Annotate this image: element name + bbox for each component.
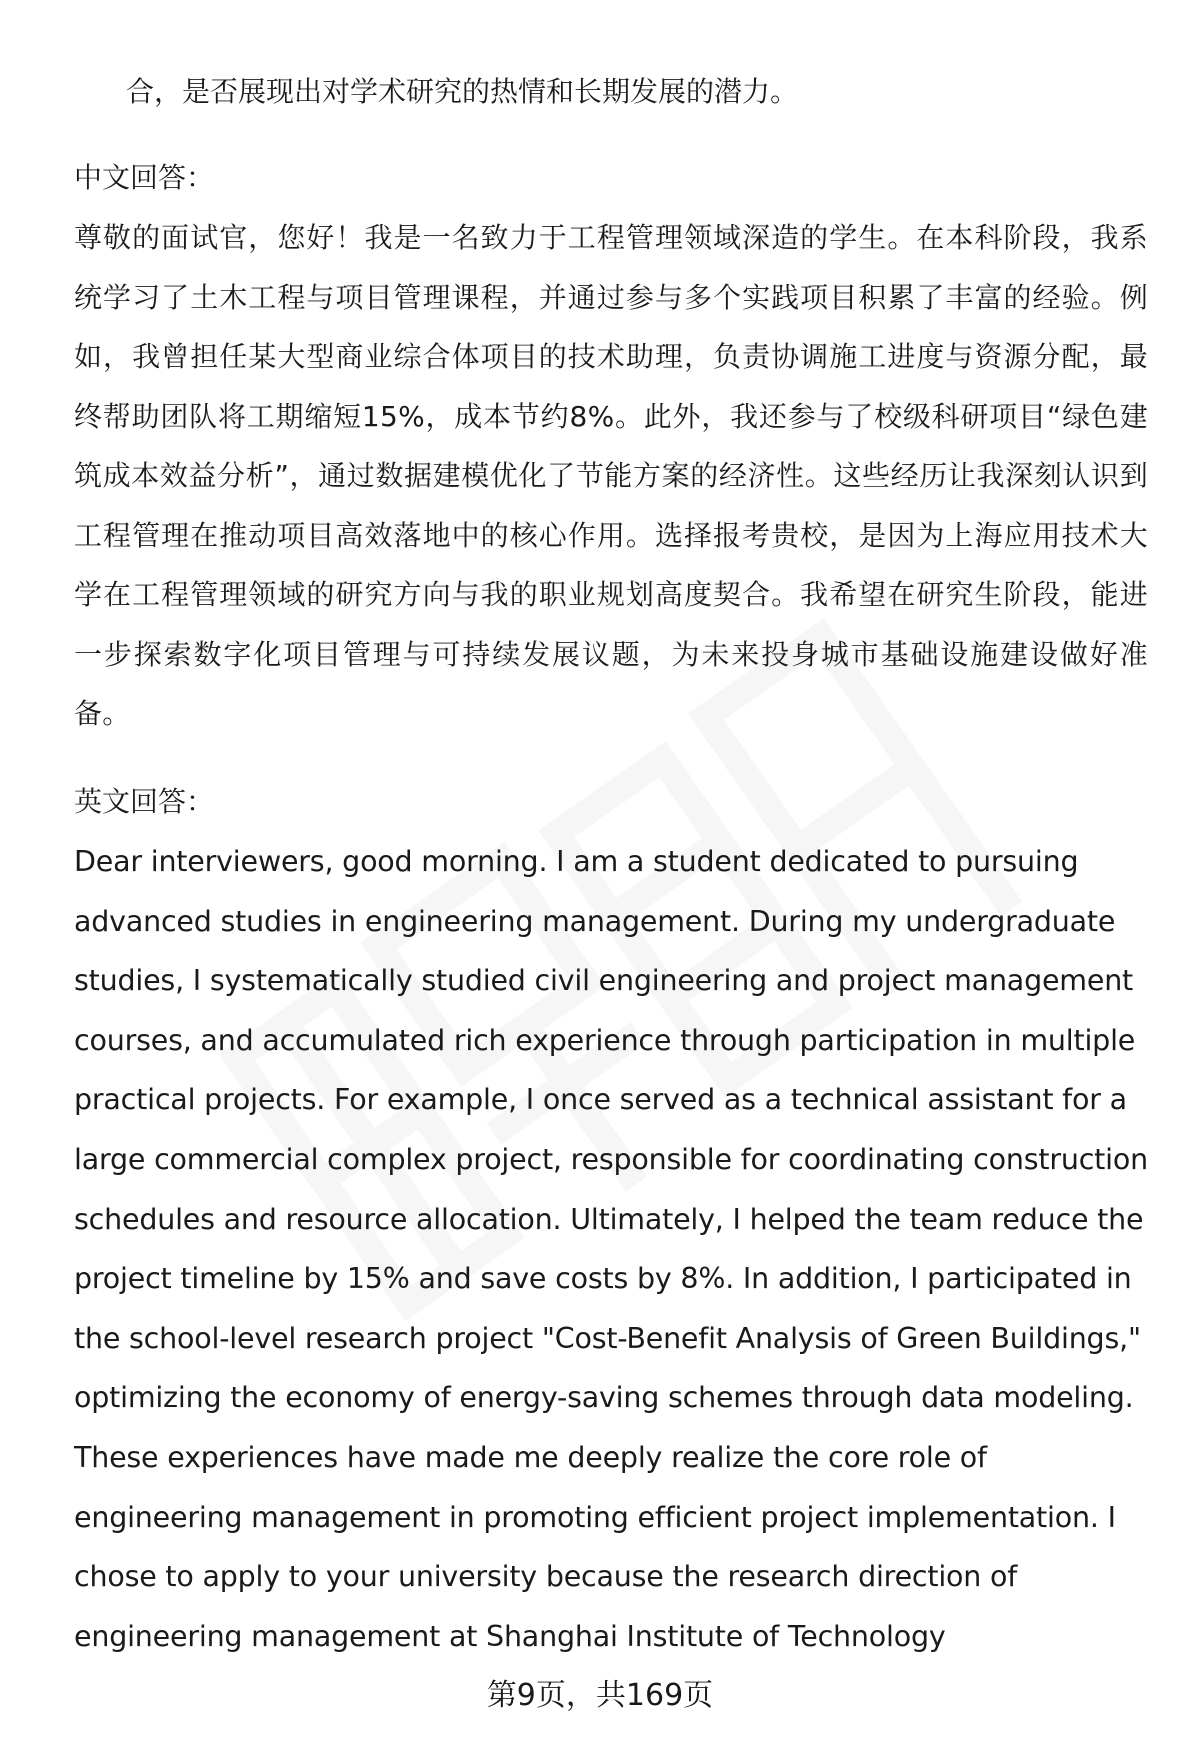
english-answer-heading: 英文回答： <box>74 785 215 818</box>
chinese-answer-heading: 中文回答： <box>74 161 215 194</box>
chinese-answer-text: 尊敬的面试官，您好！我是一名致力于工程管理领域深造的学生。在本科阶段，我系统学习了土木工程与项目管理课程，并通过参与多个实践项目积累了丰富的经验。例如，我曾担任某大型商业综合体项目的技术助理，负责协调施工进度与资源分配，最终帮助团队将工期缩短15%，成本节约8%。此外，我还参与了校级科研项目“绿色建筑成本效益分析”，通过数据建模优化了节能方案的经济性。这些经历让我深刻认识到工程管理在推动项目高效落地中的核心作用。选择报考贵校，是因为上海应用技术大学在工程管理领域的研究方向与我的职业规划高度契合。我希望在研究生阶段，能进一步探索数字化项目管理与可持续发展议题，为未来投身城市基础设施建设做好准备。 <box>74 221 1148 730</box>
page-number-footer: 第9页，共169页 <box>486 1678 714 1713</box>
english-answer-text: Dear interviewers, good morning. I am a student dedicated to pursuing advanced studies in engineering management. During my undergraduate studies, I systematically studied civil engineering and project management courses, and accumulated rich experience through participation in multiple practical projects. For example, I once served as a technical assistant for a large commercial complex project, responsible for coordinating construction schedules and resource allocation. Ultimately, I helped the team reduce the project timeline by 15% and save costs by 8%. In addition, I participated in the school-level research project "Cost-Benefit Analysis of Green Buildings," optimizing the economy of energy-saving schemes through data modeling. These experiences have made me deeply realize the core role of engineering management in promoting efficient project implementation. I chose to apply to your university because the research direction of engineering management at Shanghai Institute of Technology <box>74 845 1148 1653</box>
english-answer-section <box>74 772 1148 1666</box>
chinese-answer-section <box>74 148 1148 744</box>
intro-tail-text: 合，是否展现出对学术研究的热情和长期发展的潜力。 <box>126 75 799 108</box>
